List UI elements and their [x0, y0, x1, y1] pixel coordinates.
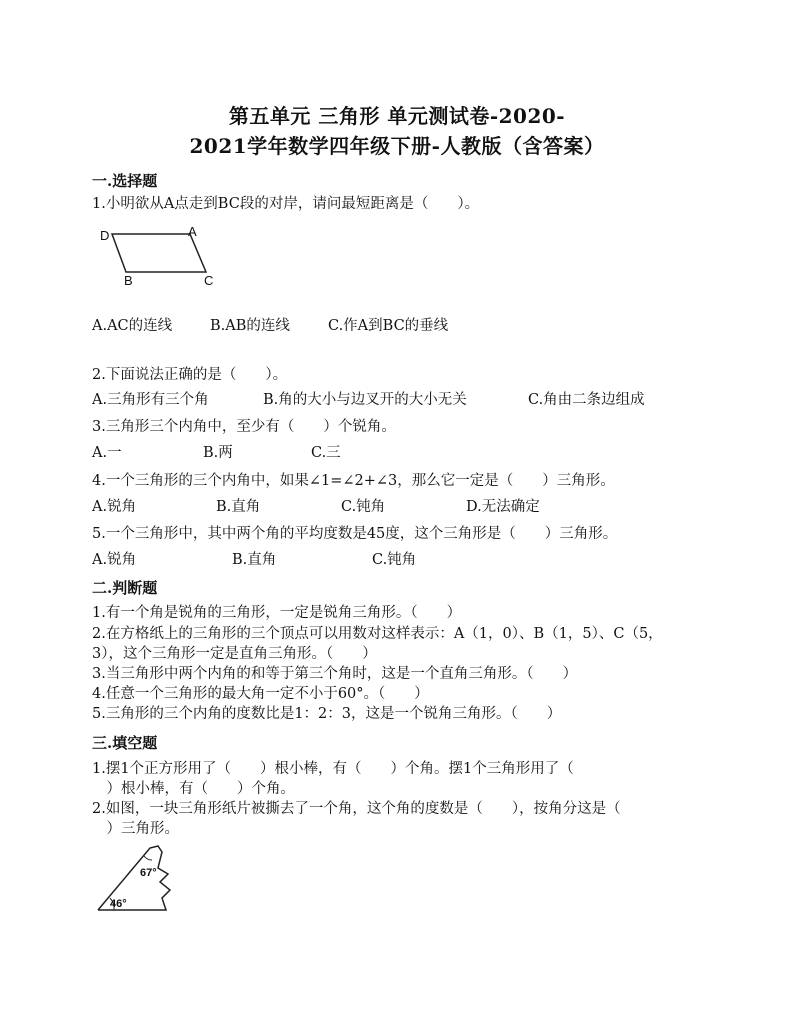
- choice-q1-text: 1.小明欲从A点走到BC段的对岸，请问最短距离是（ ）。: [92, 196, 480, 212]
- vertex-label-c: C: [204, 273, 214, 288]
- parallelogram-figure: [98, 222, 220, 290]
- choice-q3-option-a: A.一: [92, 445, 122, 461]
- fill-q2-text-line1: 2.如图，一块三角形纸片被撕去了一个角，这个角的度数是（ ），按角分这是（: [92, 801, 621, 817]
- judge-q2-text-line1: 2.在方格纸上的三角形的三个顶点可以用数对这样表示：A（1，0）、B（1，5）、C（5，: [92, 626, 663, 642]
- page-title-line2: 2021学年数学四年级下册-人教版（含答案）: [189, 134, 605, 158]
- choice-q4-text: 4.一个三角形的三个内角中，如果∠1=∠2+∠3，那么它一定是（ ）三角形。: [92, 473, 615, 489]
- choice-q4-option-b: B.直角: [216, 499, 261, 515]
- fill-q1-text-line1: 1.摆1个正方形用了（ ）根小棒，有（ ）个角。摆1个三角形用了（: [92, 761, 574, 777]
- judge-q2-text-line2: 3），这个三角形一定是直角三角形。（ ）: [92, 646, 377, 662]
- choice-q1-option-b: B.AB的连线: [210, 318, 290, 334]
- choice-q4-option-d: D.无法确定: [466, 499, 540, 515]
- choice-q5-option-a: A.锐角: [92, 552, 137, 568]
- section-judge-heading: 二.判断题: [92, 579, 158, 597]
- angle-label-67: 67°: [140, 867, 157, 879]
- choice-q5-option-b: B.直角: [232, 552, 277, 568]
- choice-q2-text: 2.下面说法正确的是（ ）。: [92, 367, 288, 383]
- section-choice-heading: 一.选择题: [92, 172, 158, 190]
- choice-q1-option-c: C.作A到BC的垂线: [328, 318, 449, 334]
- section-fill-heading: 三.填空题: [92, 734, 158, 752]
- choice-q3-text: 3.三角形三个内角中，至少有（ ）个锐角。: [92, 419, 396, 435]
- judge-q5-text: 5.三角形的三个内角的度数比是1：2：3，这是一个锐角三角形。（ ）: [92, 706, 562, 722]
- choice-q2-option-b: B.角的大小与边叉开的大小无关: [263, 392, 467, 408]
- choice-q2-option-a: A.三角形有三个角: [92, 392, 209, 408]
- page-title-line1: 第五单元 三角形 单元测试卷-2020-: [228, 104, 566, 128]
- choice-q5-text: 5.一个三角形中，其中两个角的平均度数是45度，这个三角形是（ ）三角形。: [92, 526, 618, 542]
- choice-q5-option-c: C.钝角: [372, 552, 417, 568]
- torn-triangle-figure: [92, 842, 182, 914]
- fill-q2-text-line2: ）三角形。: [92, 821, 179, 837]
- angle-label-46: 46°: [110, 898, 127, 910]
- vertex-label-a: A: [188, 224, 197, 239]
- judge-q1-text: 1.有一个角是锐角的三角形，一定是锐角三角形。（ ）: [92, 605, 462, 621]
- fill-q1-text-line2: ）根小棒，有（ ）个角。: [92, 781, 295, 797]
- vertex-label-d: D: [100, 228, 110, 243]
- judge-q3-text: 3.当三角形中两个内角的和等于第三个角时，这是一个直角三角形。（ ）: [92, 666, 578, 682]
- choice-q1-option-a: A.AC的连线: [92, 318, 173, 334]
- vertex-label-b: B: [124, 273, 133, 288]
- choice-q3-option-b: B.两: [203, 445, 233, 461]
- choice-q3-option-c: C.三: [311, 445, 341, 461]
- judge-q4-text: 4.任意一个三角形的最大角一定不小于60°。（ ）: [92, 686, 429, 702]
- choice-q4-option-c: C.钝角: [341, 499, 386, 515]
- choice-q4-option-a: A.锐角: [92, 499, 137, 515]
- choice-q2-option-c: C.角由二条边组成: [528, 392, 645, 408]
